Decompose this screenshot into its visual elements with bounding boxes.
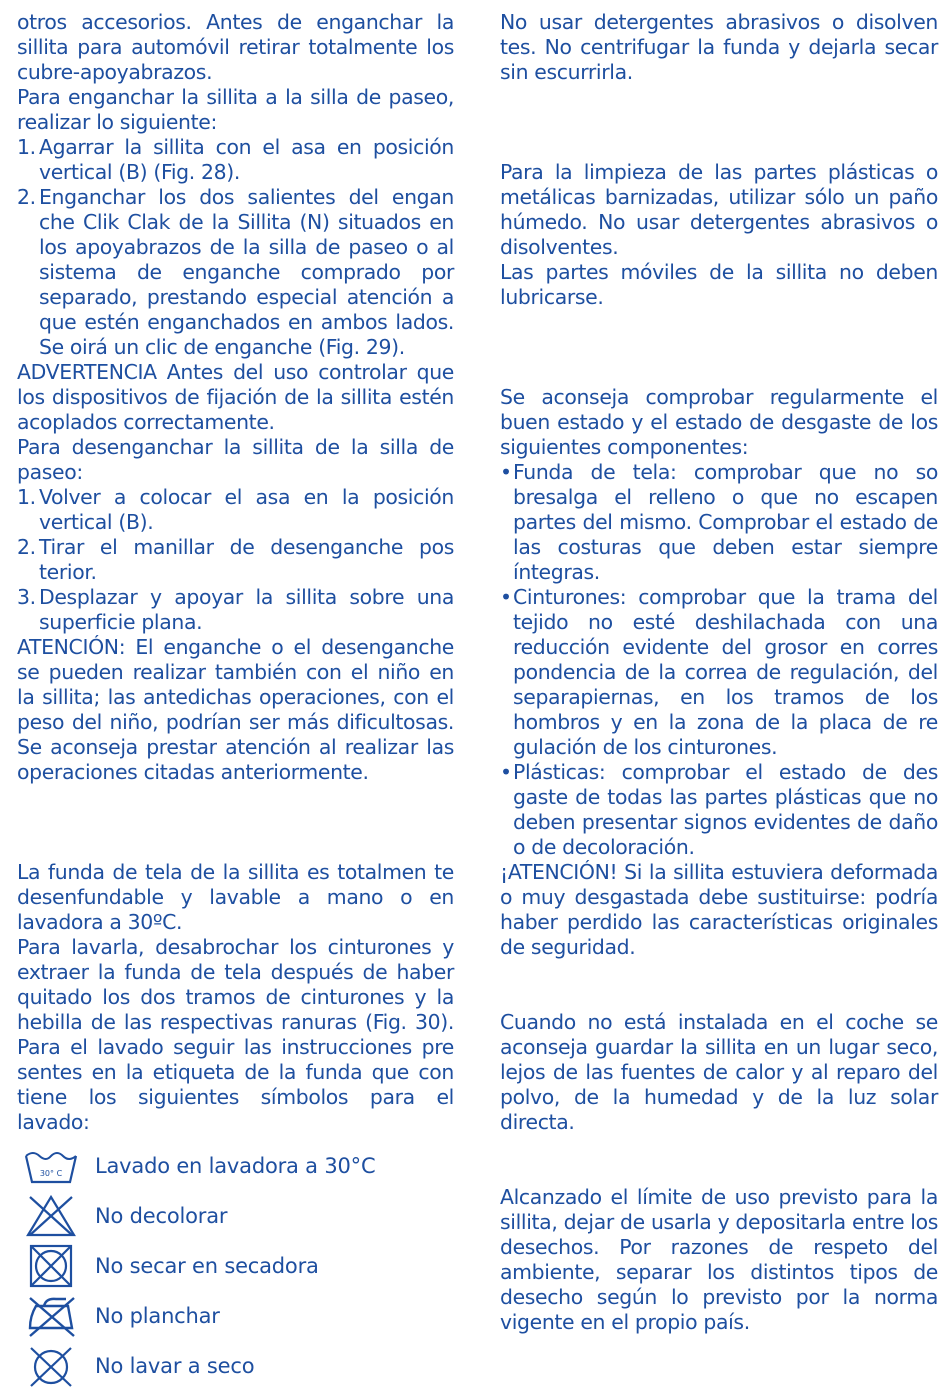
no-iron-icon <box>22 1294 80 1338</box>
symbol-label: No decolorar <box>95 1204 228 1228</box>
attach-intro: Para enganchar la sillita a la silla de paseo, realizar lo siguiente: <box>17 85 454 134</box>
wash-instructions-paragraph: Para lavarla, desabrochar los cinturones y extraer la funda de tela después de haber quitado los dos tramos de cinturones y la hebilla de las respectivas ranuras (Fig. 30). Para el lavado seguir las instrucciones pre sentes en la etiqueta de la funda que con tiene los siguientes símbolos para el lavado: <box>17 935 454 1134</box>
attach-step <box>17 185 454 360</box>
maintenance-intro: Se aconseja comprobar regularmente el buen estado y el estado de desgaste de los siguientes componentes: <box>500 385 938 459</box>
attach-step <box>17 135 454 185</box>
wash-symbols-list <box>17 1141 454 1391</box>
wash-symbol-row <box>17 1341 454 1391</box>
symbol-label: No planchar <box>95 1304 220 1328</box>
symbol-label: Lavado en lavadora a 30°C <box>95 1154 376 1178</box>
detach-step <box>17 585 454 635</box>
check-item-text: Cinturones: comprobar que la trama del tejido no esté deshilachada con una reducción evidente del grosor en corres pondencia de la correa de regulación, del separapiernas, en los tramos de los hombros y en la zona de la placa de re gulación de los cinturones. <box>513 585 938 759</box>
warning-paragraph: ADVERTENCIA Antes del uso controlar que los dispositivos de fijación de la sillita estén acoplados correctamente. <box>17 360 454 434</box>
left-column <box>17 10 454 1391</box>
step-number: 1. <box>17 135 36 159</box>
detach-step <box>17 485 454 535</box>
wash-warning-paragraph: No usar detergentes abrasivos o disolven tes. No centrifugar la funda y dejarla secar sin escurrirla. <box>500 10 938 84</box>
replacement-attention: ¡ATENCIÓN! Si la sillita estuviera deformada o muy desgastada debe sustituirse: podría haber perdido las características originales de seguridad. <box>500 860 938 959</box>
wash-30-icon <box>22 1144 80 1188</box>
bullet: • <box>500 760 512 784</box>
tub-temperature: 30° C <box>39 1169 63 1178</box>
step-text: Enganchar los dos salientes del engan che Clik Clak de la Sillita (N) situados en los apoyabrazos de la silla de paseo o al sistema de enganche comprado por separado, prestando especial atención a que estén enganchados en ambos lados. Se oirá un clic de enganche (Fig. 29). <box>39 185 454 359</box>
symbol-label: No lavar a seco <box>95 1354 255 1378</box>
cover-paragraph: La funda de tela de la sillita es totalmen te desenfundable y lavable a mano o en lavadora a 30ºC. <box>17 860 454 934</box>
step-number: 2. <box>17 185 36 209</box>
step-number: 1. <box>17 485 36 509</box>
right-column <box>500 10 938 1335</box>
check-item-text: Funda de tela: comprobar que no so bresalga el relleno o que no escapen partes del mismo. Comprobar el estado de las costuras que deben estar siempre íntegras. <box>513 460 938 584</box>
check-list-item <box>500 585 938 760</box>
bullet: • <box>500 585 512 609</box>
detach-step <box>17 535 454 585</box>
disposal-paragraph: Alcanzado el límite de uso previsto para la sillita, dejar de usarla y depositarla entre los desechos. Por razones de respeto del ambiente, separar los distintos tipos de desecho según lo previsto por la norma vigente en el propio país. <box>500 1185 938 1334</box>
attention-paragraph: ATENCIÓN: El enganche o el desenganche se pueden realizar también con el niño en la sillita; las antedichas operaciones, con el peso del niño, podrían ser más dificultosas. Se aconseja prestar atención al realizar las operaciones citadas anteriormente. <box>17 635 454 784</box>
step-text: Agarrar la sillita con el asa en posición vertical (B) (Fig. 28). <box>39 135 454 184</box>
no-tumble-dry-icon <box>22 1244 80 1288</box>
step-text: Volver a colocar el asa en la posición vertical (B). <box>39 485 454 534</box>
intro-paragraph: otros accesorios. Antes de enganchar la sillita para automóvil retirar totalmente los cubre-apoyabrazos. <box>17 10 454 84</box>
wash-symbol-row <box>17 1191 454 1241</box>
cleaning-paragraph: Para la limpieza de las partes plásticas o metálicas barnizadas, utilizar sólo un paño húmedo. No usar detergentes abrasivos o disolventes. <box>500 160 938 259</box>
check-list-item <box>500 760 938 860</box>
no-dry-clean-icon <box>22 1344 80 1388</box>
detach-intro: Para desenganchar la sillita de la silla de paseo: <box>17 435 454 484</box>
storage-paragraph: Cuando no está instalada en el coche se aconseja guardar la sillita en un lugar seco, lejos de las fuentes de calor y al reparo del polvo, de la humedad y de la luz solar directa. <box>500 1010 938 1134</box>
no-bleach-icon <box>22 1194 80 1238</box>
step-number: 3. <box>17 585 36 609</box>
symbol-label: No secar en secadora <box>95 1254 319 1278</box>
wash-symbol-row <box>17 1241 454 1291</box>
check-list-item <box>500 460 938 585</box>
check-item-text: Plásticas: comprobar el estado de des gaste de todas las partes plásticas que no deben presentar signos evidentes de daño o de decoloración. <box>513 760 938 859</box>
bullet: • <box>500 460 512 484</box>
wash-symbol-row <box>17 1291 454 1341</box>
lubrication-paragraph: Las partes móviles de la sillita no deben lubricarse. <box>500 260 938 309</box>
wash-symbol-row <box>17 1141 454 1191</box>
step-number: 2. <box>17 535 36 559</box>
step-text: Tirar el manillar de desenganche pos terior. <box>39 535 454 584</box>
step-text: Desplazar y apoyar la sillita sobre una superficie plana. <box>39 585 454 634</box>
